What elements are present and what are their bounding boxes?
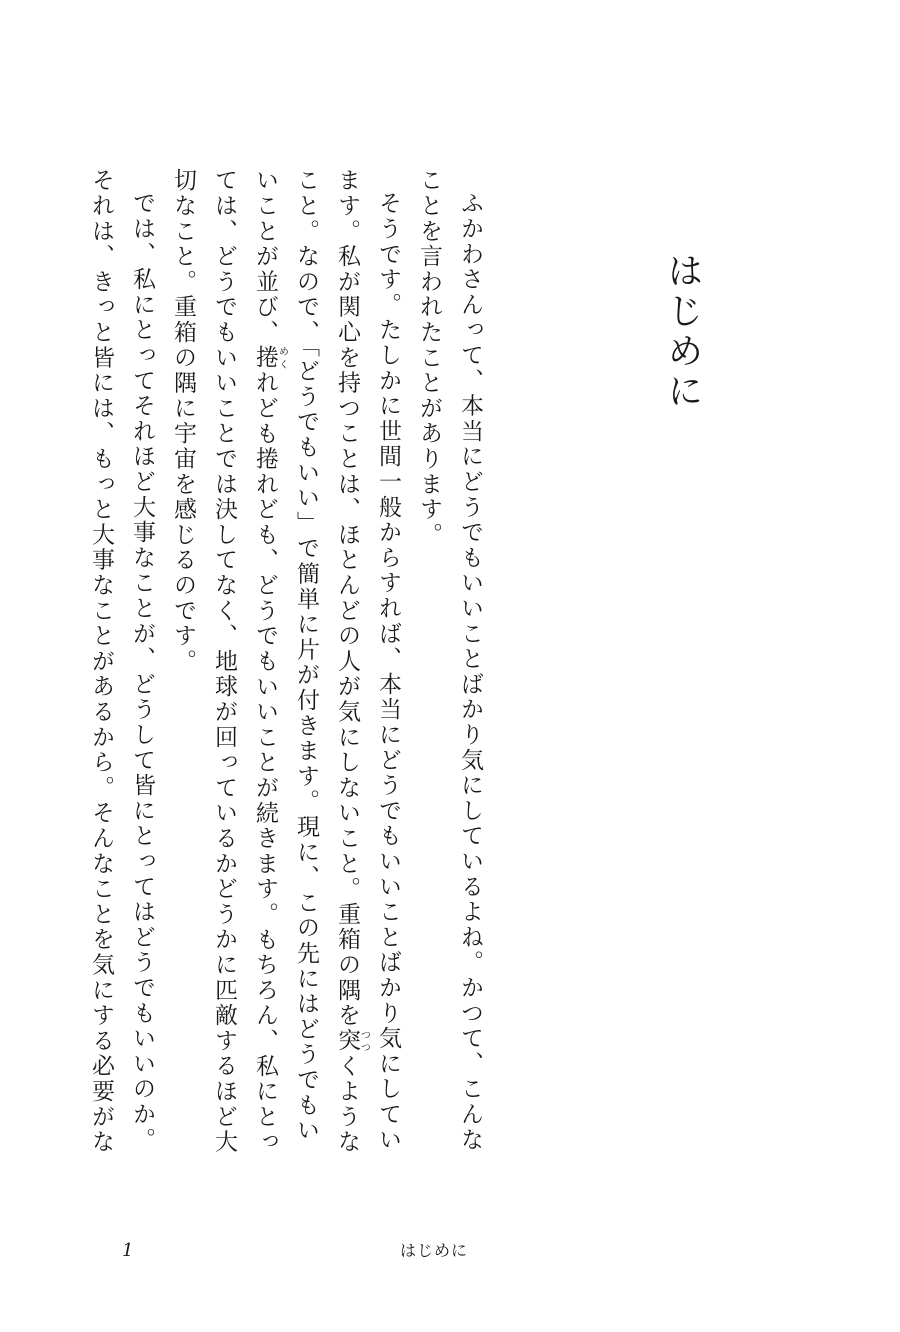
running-title: はじめに (400, 1241, 469, 1260)
ruby-tsutsuku-okurigana: く (334, 1053, 360, 1079)
chapter-title: はじめに (662, 252, 703, 412)
mekure2-base: 捲 (252, 446, 278, 472)
paragraph-2-text-b: ようなこと。なので、「どうでもいい」で簡単に片が付きます。現に、この先にはどうでもいいことが並び、 (252, 168, 360, 1155)
ruby-mekure-okurigana: れ (252, 370, 278, 396)
paragraph-3: では、私にとってそれほど大事なことが、どうして皆にとってはどうでもいいのか。それは、きっと皆には、もっと大事なことがあるから。そんなことを気にする必要がな (88, 168, 155, 1155)
paragraph-2-text-d: ども、どうでもいいことが続きます。もちろん、私にとっては、どうでもいいことでは決してなく、地球が回っているかどうかに匹敵するほど大切なこと。重箱の隅に宇宙を感じるのです。 (170, 168, 278, 1155)
page-number: 1 (122, 1240, 134, 1261)
mekure2-okurigana: れ (252, 471, 278, 497)
ruby-mekure: 捲めく (252, 345, 288, 371)
paragraph-2-text-a: そうです。たしかに世間一般からすれば、本当にどうでもいいことばかり気にしています。私が関心を持つことは、ほとんどの人が気にしないこと。重箱の隅を (334, 168, 401, 1153)
ruby-tsutsuku: 突つつ (334, 1028, 370, 1054)
body-text (80, 168, 490, 1158)
paragraph-2 (162, 168, 408, 1158)
paragraph-1: ふかわさんって、本当にどうでもいいことばかり気にしているよね。かつて、こんなことを言われたことがあります。 (416, 168, 483, 1153)
paragraph-2-text-c: ども (252, 395, 278, 447)
